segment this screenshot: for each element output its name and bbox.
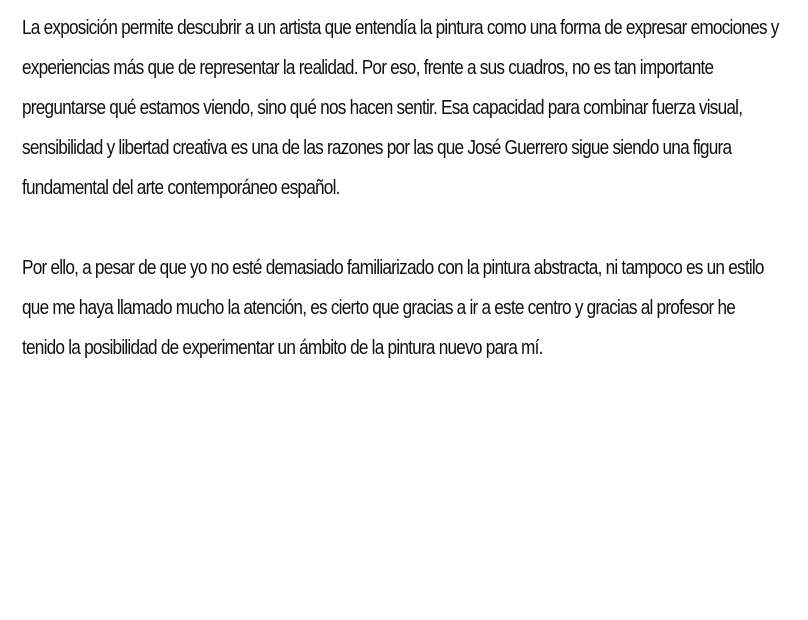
paragraph-personal-reflection: Por ello, a pesar de que yo no esté demasiado familiarizado con la pintura abstracta, ni tampoco es un estilo que me haya llamado mucho la atención, es cierto que gracias a ir a este centro y gracias al profesor he tenido la posibilidad de experimentar un ámbito de la pintura nuevo para mí.	[22, 257, 764, 359]
article-body	[22, 8, 782, 368]
paragraph-exposition: La exposición permite descubrir a un artista que entendía la pintura como una forma de expresar emociones y experiencias más que de representar la realidad. Por eso, frente a sus cuadros, no es tan importante preguntarse qué estamos viendo, sino qué nos hacen sentir. Esa capacidad para combinar fuerza visual, sensibilidad y libertad creativa es una de las razones por las que José Guerrero sigue siendo una figura fundamental del arte contemporáneo español.	[22, 17, 779, 199]
